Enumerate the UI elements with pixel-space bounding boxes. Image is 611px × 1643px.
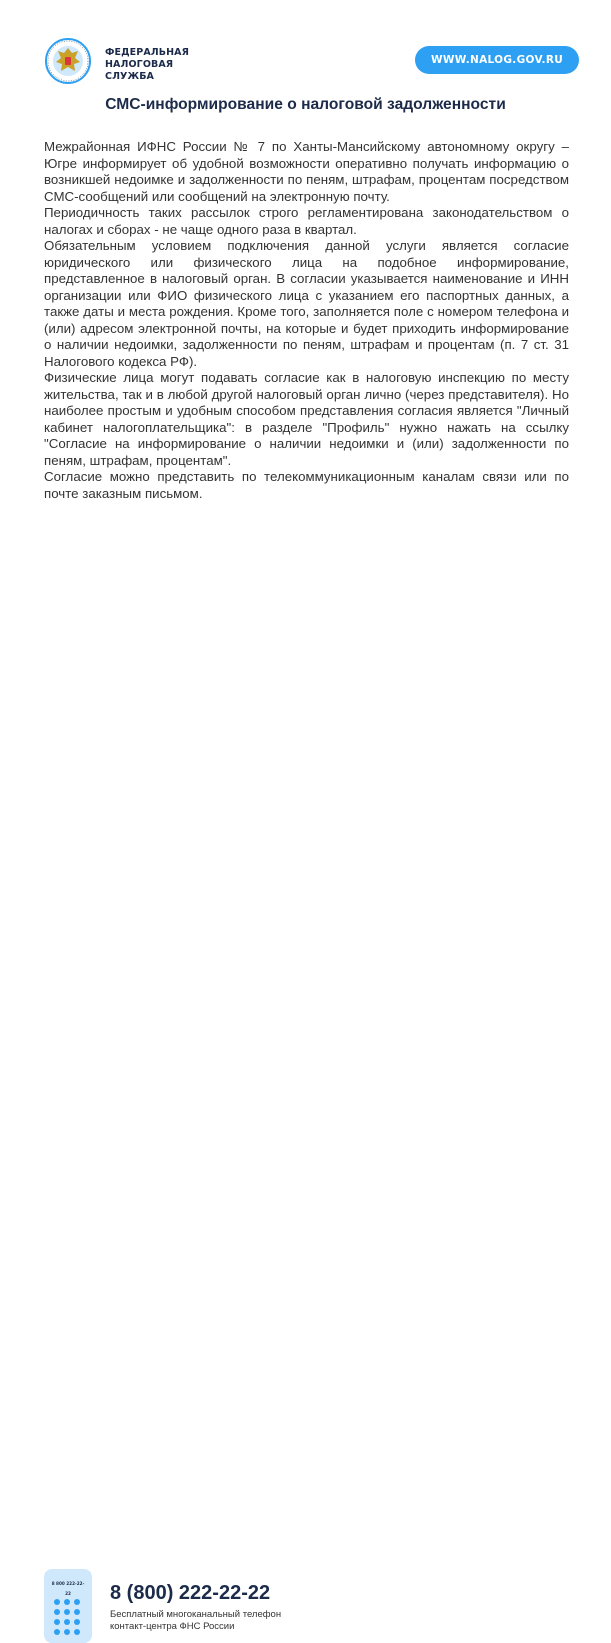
key-dot [74,1609,80,1615]
key-dot [54,1599,60,1605]
key-dot [64,1629,70,1635]
page-header [0,0,611,95]
phone-screen-text: 8 800 222-22-22 [51,1581,85,1596]
paragraph: Согласие можно представить по телекоммуникационным каналам связи или по почте заказным письмом. [44,469,569,501]
hotline-phone-number[interactable]: 8 (800) 222-22-22 [110,1582,271,1604]
paragraph: Периодичность таких рассылок строго регламентирована законодательством о налогах и сборах - не чаще одного раза в квартал. [44,205,569,237]
key-dot [54,1629,60,1635]
document-body [44,139,569,502]
key-dot [74,1599,80,1605]
paragraph: Обязательным условием подключения данной услуги является согласие юридического или физического лица на подобное информирование, представленное в налоговый орган. В согласии указывается наименование и ИНН организации или ФИО физического лица с указанием его паспортных данных, а также даты и места рождения. Кроме того, заполняется поле с номером телефона и (или) адресом электронной почты, на которые и будет приходить информирование о наличии недоимки, задолженности по пеням, штрафам и процентам (п. 7 ст. 31 Налогового кодекса РФ). [44,238,569,369]
hotline-caption-line1: Бесплатный многоканальный телефон [110,1609,282,1620]
page-footer [0,780,611,1632]
paragraph: Физические лица могут подавать согласие как в налоговую инспекцию по месту жительства, так и в любой другой налоговый орган лично (через представителя). Но наиболее простым и удобным способом представления согласия является "Личный кабинет налогоплательщика": в разделе "Профиль" нужно нажать на ссылку "Согласие на информирование о наличии недоимки и (или) задолженности по пеням, штрафам, процентам". [44,370,569,468]
site-url-link[interactable]: WWW.NALOG.GOV.RU [415,46,579,74]
key-dot [74,1629,80,1635]
agency-name-line2: НАЛОГОВАЯ СЛУЖБА [105,59,174,82]
key-dot [64,1619,70,1625]
key-dot [64,1599,70,1605]
agency-name-line1: ФЕДЕРАЛЬНАЯ [105,47,190,58]
fns-emblem-icon [45,38,91,84]
page-title: СМС-информирование о налоговой задолженности [105,96,506,113]
hotline-caption [110,1609,330,1633]
phone-icon [44,1569,92,1643]
key-dot [74,1619,80,1625]
agency-name [105,47,215,83]
key-dot [54,1619,60,1625]
paragraph: Межрайонная ИФНС России № 7 по Ханты-Мансийскому автономному округу – Югре информирует об удобной возможности оперативно получать информацию о возникшей недоимке и задолженности по пеням, штрафам, процентам посредством СМС-сообщений или сообщений на электронную почту. [44,139,569,204]
key-dot [64,1609,70,1615]
keypad-icon [54,1599,82,1637]
key-dot [54,1609,60,1615]
hotline-caption-line2: контакт-центра ФНС России [110,1621,235,1632]
